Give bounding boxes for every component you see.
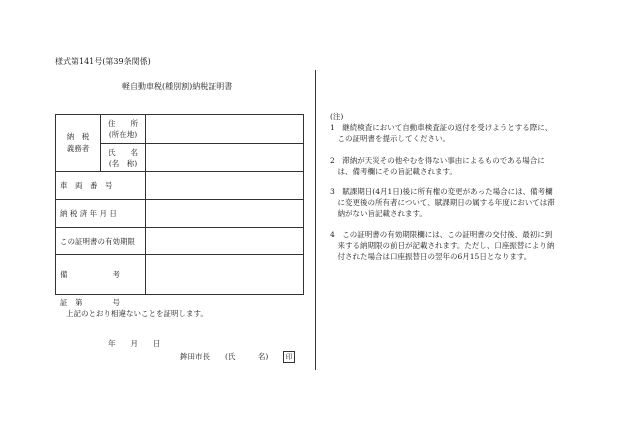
note-line: この証明書を提示してください。 [330,134,450,143]
note-line: に変更後の所有者について、賦課期日の属する年度においては滞 [330,198,555,207]
certificate-table [55,114,304,295]
note-line: 2 滞納が天災その他やむを得ない事由によるものである場合に [330,156,545,165]
address-sub-label: (所在地) [108,130,138,139]
note-line: 来する納期限の前日が記載されます。ただし、口座振替により納 [330,241,555,250]
name-label-cell [101,144,146,172]
vehicle-number-value[interactable] [146,172,304,200]
validity-label: この証明書の有効期限 [56,228,146,255]
note-line: 3 賦課期日(4月1日)後に所有権の変更があった場合には、備考欄 [330,187,553,196]
name-label: 氏 名 [108,147,138,157]
certificate-number-label: 証 第 号 [60,298,120,307]
issuer-line: 鉾田市長 (氏 名) [180,352,269,361]
taxpayer-label: 納 税 義務者 [66,132,90,153]
document-title: 軽自動車税(種別割)納税証明書 [122,82,233,91]
address-value[interactable] [146,115,304,144]
certify-statement: 上記のとおり相違ないことを証明します。 [66,309,208,318]
remarks-label: 備 考 [56,255,146,295]
note-line: 納がない旨記載されます。 [330,209,427,218]
tax-paid-date-value[interactable] [146,200,304,228]
page-divider [315,70,316,370]
name-value[interactable] [146,144,304,172]
form-number: 様式第141号(第39条関係) [55,57,151,66]
note-line: は、備考欄にその旨記載されます。 [330,167,457,176]
address-label-cell [101,115,146,144]
issue-date-line: 年 月 日 [108,339,161,348]
validity-value[interactable] [146,228,304,255]
seal-box: 印 [283,351,295,363]
note-line: 4 この証明書の有効期限欄には、この証明書の交付後、最初に到 [330,230,553,239]
address-label: 住 所 [108,119,138,128]
note-line: 1 継続検査において自動車検査証の返付を受けようとする際に、 [330,123,553,132]
note-line: 付された場合は口座振替日の翌年の6月15日となります。 [330,252,532,261]
taxpayer-label-cell [56,115,101,172]
name-sub-label: (名 称) [108,158,138,168]
notes-heading: (注) [330,112,344,121]
vehicle-number-label: 車 両 番 号 [56,172,146,200]
remarks-value[interactable] [146,255,304,295]
tax-paid-date-label: 納 税 済 年 月 日 [56,200,146,228]
